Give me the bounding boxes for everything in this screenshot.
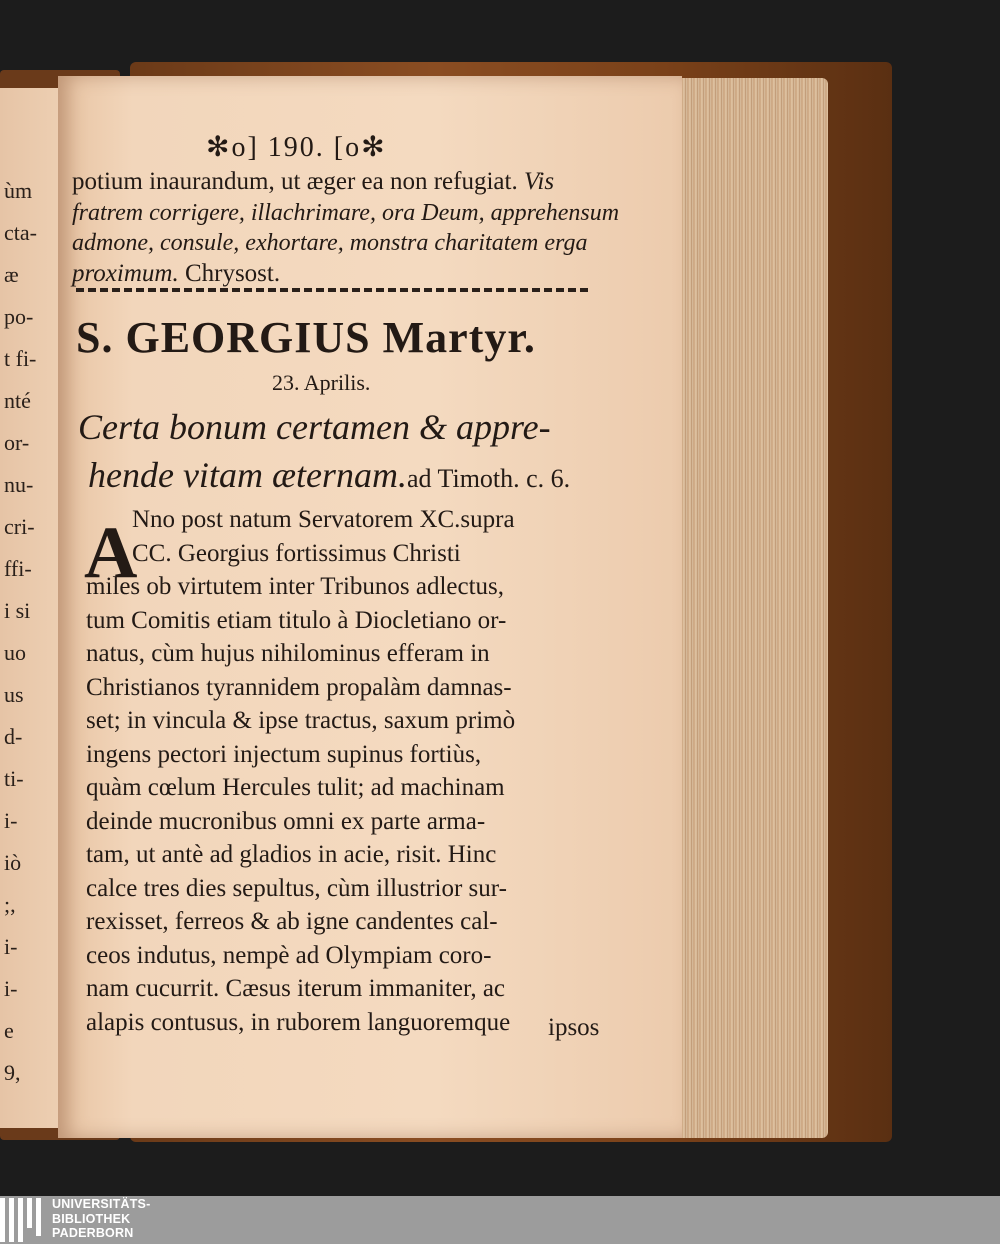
body-line: tum Comitis etiam titulo à Diocletiano or- [86,606,507,634]
left-page-text-fragment: ùm [4,178,33,203]
left-page-text-fragment: æ [4,262,19,287]
left-page-text-fragment: i- [4,934,18,959]
left-page-text-fragment: ffi- [4,556,32,581]
catchword: ipsos [548,1014,600,1041]
left-page-text-fragment: i- [4,808,18,833]
body-line: deinde mucronibus omni ex parte arma- [86,807,486,835]
text-line: fratrem corrigere, illachrimare, ora Deum, apprehensum [72,200,620,226]
body-line: miles ob virtutem inter Tribunos adlectus, [86,573,505,600]
drop-cap: A [84,512,138,594]
body-line: nam cucurrit. Cæsus iterum immaniter, ac [86,975,506,1002]
left-page-text-fragment: i- [4,976,18,1001]
left-page-text-fragment: ti- [4,766,24,791]
library-name-line-2: BIBLIOTHEK [52,1211,131,1226]
left-page-text-fragment: cta- [4,220,37,245]
left-page-text-fragment: iò [4,850,22,875]
left-page-text-fragment: ;, [4,892,16,917]
library-name-line-3: PADERBORN [52,1226,134,1240]
library-logo-icon [0,1198,46,1242]
body-line: set; in vincula & ipse tractus, saxum primò [86,707,516,734]
left-page-fragment [0,88,60,1128]
body-line: calce tres dies sepultus, cùm illustrior sur- [86,874,507,902]
body-line: ceos indutus, nempè ad Olympiam coro- [86,941,492,969]
separator-rule [76,288,588,292]
text-line: proximum. Chrysost. [72,260,281,287]
left-page-text-fragment: t fi- [4,346,37,371]
body-line: natus, cùm hujus nihilominus efferam in [86,640,490,667]
left-page-text-fragment: nu- [4,472,34,497]
left-page-text-fragment: e [4,1018,14,1043]
left-page-text-fragment: d- [4,724,23,749]
left-page-text-fragment: or- [4,430,30,455]
body-line: alapis contusus, in ruborem languoremque [86,1008,511,1036]
left-page-text-fragment: 9, [4,1060,21,1085]
left-page-text-fragment: i si [4,598,31,623]
body-line: rexisset, ferreos & ab igne candentes cal- [86,908,498,935]
body-line: ingens pectori injectum supinus fortiùs, [86,740,482,768]
saint-title: S. GEORGIUS Martyr. [76,313,536,362]
text-line: potium inaurandum, ut æger ea non refugiat. Vis [72,168,555,195]
left-page-text-fragment: po- [4,304,34,329]
footer-bar [0,1196,1000,1244]
body-line: Nno post natum Servatorem XC.supra [132,506,515,533]
page-header: ✻o] 190. [o✻ [206,132,387,163]
motto-line-1: Certa bonum certamen & appre- [78,407,551,447]
left-page-text-fragment: uo [4,640,26,665]
left-page-text-fragment: nté [4,388,31,413]
library-name-line-1: UNIVERSITÄTS- [52,1197,151,1211]
left-page-text-fragment: cri- [4,514,35,539]
left-page-text-fragment: us [4,682,24,707]
body-line: quàm cœlum Hercules tulit; ad machinam [86,774,505,801]
body-line: CC. Georgius fortissimus Christi [132,539,461,567]
body-line: tam, ut antè ad gladios in acie, risit. Hinc [86,841,497,868]
text-line: admone, consule, exhortare, monstra charitatem erga [72,230,588,256]
body-line: Christianos tyrannidem propalàm damnas- [86,673,512,701]
book-page [58,76,682,1138]
feast-date: 23. Aprilis. [272,370,371,395]
motto-line-2: hende vitam æternam.ad Timoth. c. 6. [88,455,571,495]
library-name [52,1197,150,1241]
